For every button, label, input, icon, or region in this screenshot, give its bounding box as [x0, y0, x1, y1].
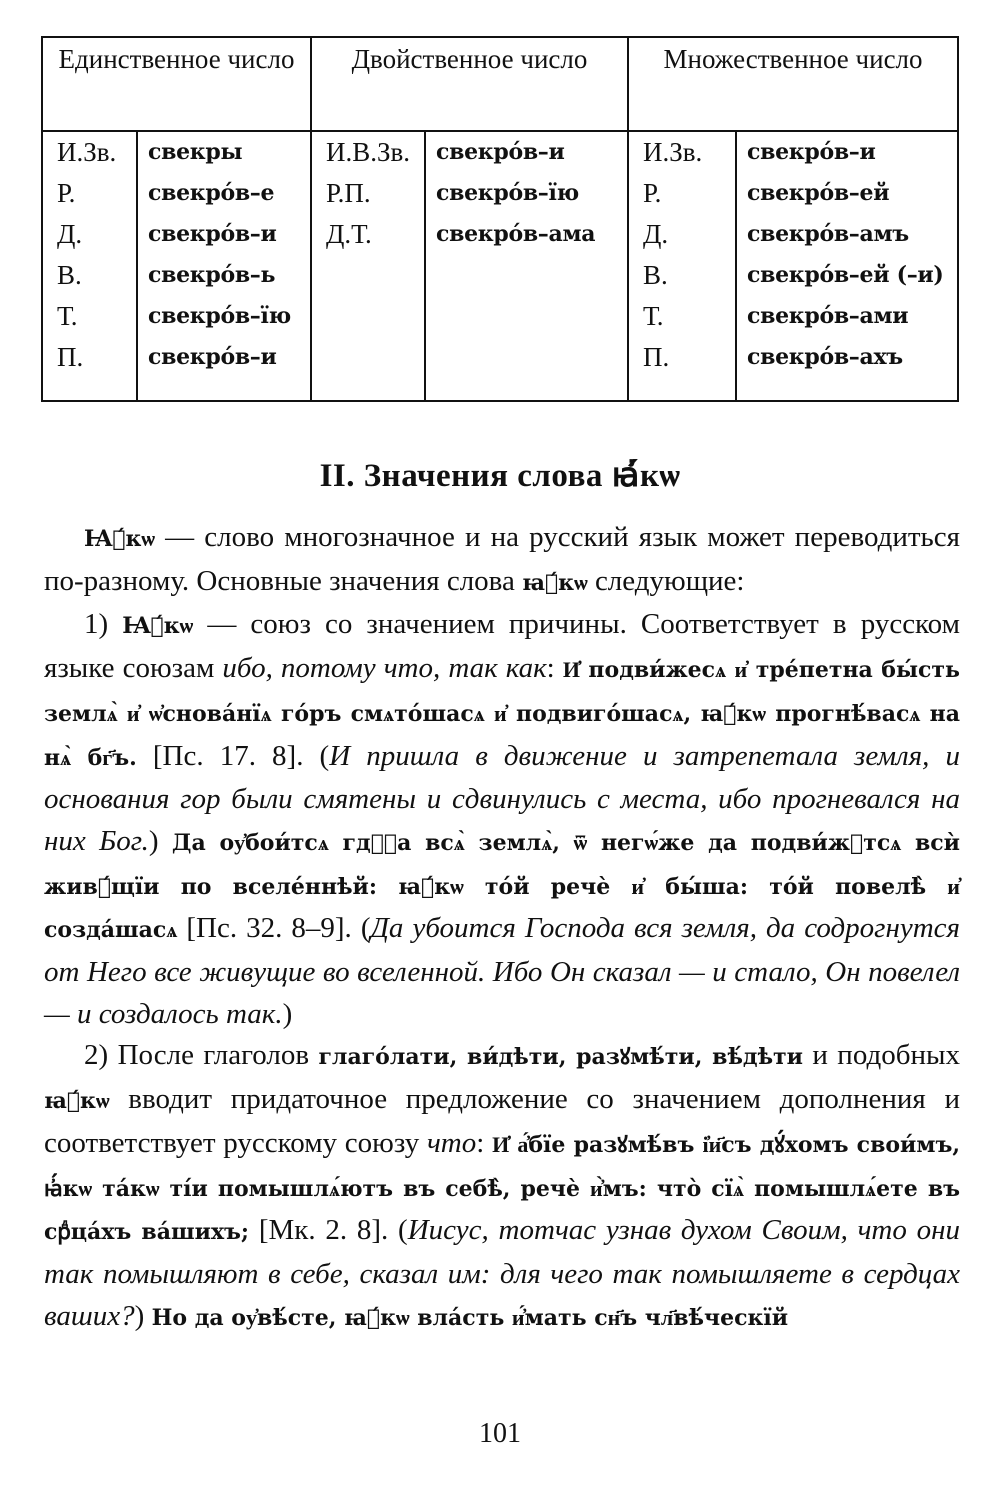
- word-form: свекро́в–и: [148, 344, 277, 370]
- plural-forms: [736, 131, 958, 401]
- paragraph-meaning-2: [44, 1035, 960, 1339]
- singular-cases: [42, 131, 137, 401]
- scripture-reference: [Пс. 32. 8–9]. (: [177, 912, 371, 945]
- text-run: :: [476, 1126, 493, 1159]
- word-form: свекро́в–ахъ: [747, 344, 903, 370]
- dual-cases: [311, 131, 425, 401]
- case-label: Т.: [643, 301, 664, 331]
- word-form: свекро́в–е: [148, 180, 275, 206]
- header-plural: Множественное число: [628, 37, 958, 131]
- paragraph-meaning-1: [44, 604, 960, 1035]
- word-form: свекро́в–ей (–и): [747, 262, 944, 288]
- church-slavonic-quote: Но да оу҆вѣ́сте, ꙗ҆́кѡ вла́сть и҆́мать сн҃ъ чл҃вѣ́ческїй: [151, 1304, 789, 1331]
- cs-verbs: глаго́лати, ви́дѣти, разꙋмѣ́ти, вѣ́дѣти: [318, 1044, 803, 1071]
- text-run: :: [546, 652, 563, 685]
- word-form: свекро́в–ама: [436, 221, 596, 247]
- case-label: Д.: [57, 219, 83, 249]
- text-run: — слово многозначное и на русский язык может переводиться по-разному. Основные значения слова: [44, 521, 960, 597]
- case-label: Д.: [643, 219, 669, 249]
- scripture-reference: [Мк. 2. 8]. (: [249, 1214, 408, 1247]
- italic-run: ибо, потому что, так как: [222, 652, 547, 685]
- case-label: И.Зв.: [643, 137, 703, 167]
- word-form: свекро́в–їю: [148, 303, 291, 329]
- page-number: 101: [479, 1418, 521, 1449]
- word-form: свекро́в–ь: [148, 262, 276, 288]
- case-label: П.: [643, 342, 670, 372]
- header-dual: Двойственное число: [311, 37, 628, 131]
- translation: Иисус, тотчас узнав духом Своим, что они так помышляют в себе, сказал им: для чего так помышляете в сердцах ваших?: [44, 1214, 961, 1332]
- case-label: В.: [643, 260, 668, 290]
- church-slavonic-quote: И҆ подви́жесѧ и҆ тре́петна бы́сть землѧ̀ и҆ ѡ҆снова́нїѧ го́ръ смѧто́шасѧ и҆ подвиго́шасѧ, ꙗ҆́кѡ прогнѣ́васѧ на нѧ̀ бг҃ъ.: [44, 657, 960, 771]
- paragraph-intro: [44, 517, 960, 604]
- scripture-reference: [Пс. 17. 8]. (: [136, 739, 330, 772]
- church-slavonic-quote: И҆ а҆́бїе разꙋмѣ́въ і҆и҃съ дꙋ́хомъ свои́мъ, ꙗ҆́кѡ та́кѡ ті́и помышлѧ́ютъ въ себѣ̀, речѐ и҆̀мъ: что̀ сїѧ̀ помышлѧ́ете въ срⷣца́хъ ва́шихъ;: [44, 1131, 960, 1246]
- case-label: И.Зв.: [57, 137, 117, 167]
- word-form: свекро́в–їю: [436, 180, 579, 206]
- case-label: Р.: [57, 178, 76, 208]
- header-singular: Единственное число: [42, 37, 311, 131]
- section-heading: II. Значения слова ꙗ҆́кѡ: [319, 458, 681, 494]
- body-text: [44, 517, 960, 1339]
- italic-run: что: [426, 1126, 477, 1159]
- item-number: 2): [84, 1039, 118, 1072]
- case-label: Р.: [643, 178, 662, 208]
- text-run: — союз со значением причины. Соответствует в русском языке союзам: [44, 608, 960, 685]
- cs-word: Ꙗ҆́кѡ: [122, 613, 194, 640]
- word-form: свекры: [148, 139, 243, 165]
- item-number: 1): [84, 608, 123, 641]
- translation: Да убоится Господа вся земля, да содрогнутся от Него все живущие во вселенной. Ибо Он сказал — и стало, Он повелел — и создалось так.: [44, 912, 960, 1030]
- word-form: свекро́в–и: [436, 139, 565, 165]
- text-run: ): [282, 997, 293, 1030]
- cs-word: ꙗ҆́кѡ: [44, 1088, 110, 1115]
- word-form: свекро́в–амъ: [747, 221, 909, 247]
- case-label: Р.П.: [326, 178, 371, 208]
- text-run: После глаголов: [117, 1039, 319, 1072]
- text-run: ): [148, 824, 172, 857]
- cs-word: ꙗ҆́кѡ: [522, 569, 588, 596]
- church-slavonic-quote: Да оу҆бои́тсѧ гдⷭ҇а всѧ̀ землѧ̀, ѿ негѡ́же да подви́жꙋтсѧ всѝ живꙋ́щїи по вселе́ннѣй: ꙗ҆́кѡ то́й речѐ и҆ бы́ша: то́й повелѣ̀ и҆ созда́шасѧ: [44, 829, 960, 944]
- text-run: вводит придаточное предложение со значением дополнения и соответствует русскому союзу: [44, 1083, 960, 1159]
- case-label: П.: [57, 342, 84, 372]
- table-header-row: [42, 37, 958, 131]
- word-form: свекро́в–ами: [747, 303, 909, 329]
- text-run: ): [134, 1299, 152, 1332]
- text-run: и подобных: [803, 1039, 960, 1072]
- case-label: Т.: [57, 301, 78, 331]
- word-form: свекро́в–и: [747, 139, 876, 165]
- case-label: И.В.Зв.: [326, 137, 411, 167]
- cs-word: Ꙗ҆́кѡ: [84, 526, 156, 552]
- text-run: следующие:: [587, 564, 745, 597]
- word-form: свекро́в–и: [148, 221, 277, 247]
- case-label: В.: [57, 260, 82, 290]
- case-label: Д.Т.: [326, 219, 372, 249]
- translation: И пришла в движение и затрепетала земля, и основания гор были смятены и сдвинулись с места, ибо прогневался на них Бог.: [44, 739, 960, 857]
- dual-forms: [425, 131, 628, 401]
- singular-forms: [137, 131, 311, 401]
- table-row: [42, 131, 958, 401]
- word-form: свекро́в–ей: [747, 180, 890, 206]
- declension-table: [41, 36, 959, 402]
- plural-cases: [628, 131, 736, 401]
